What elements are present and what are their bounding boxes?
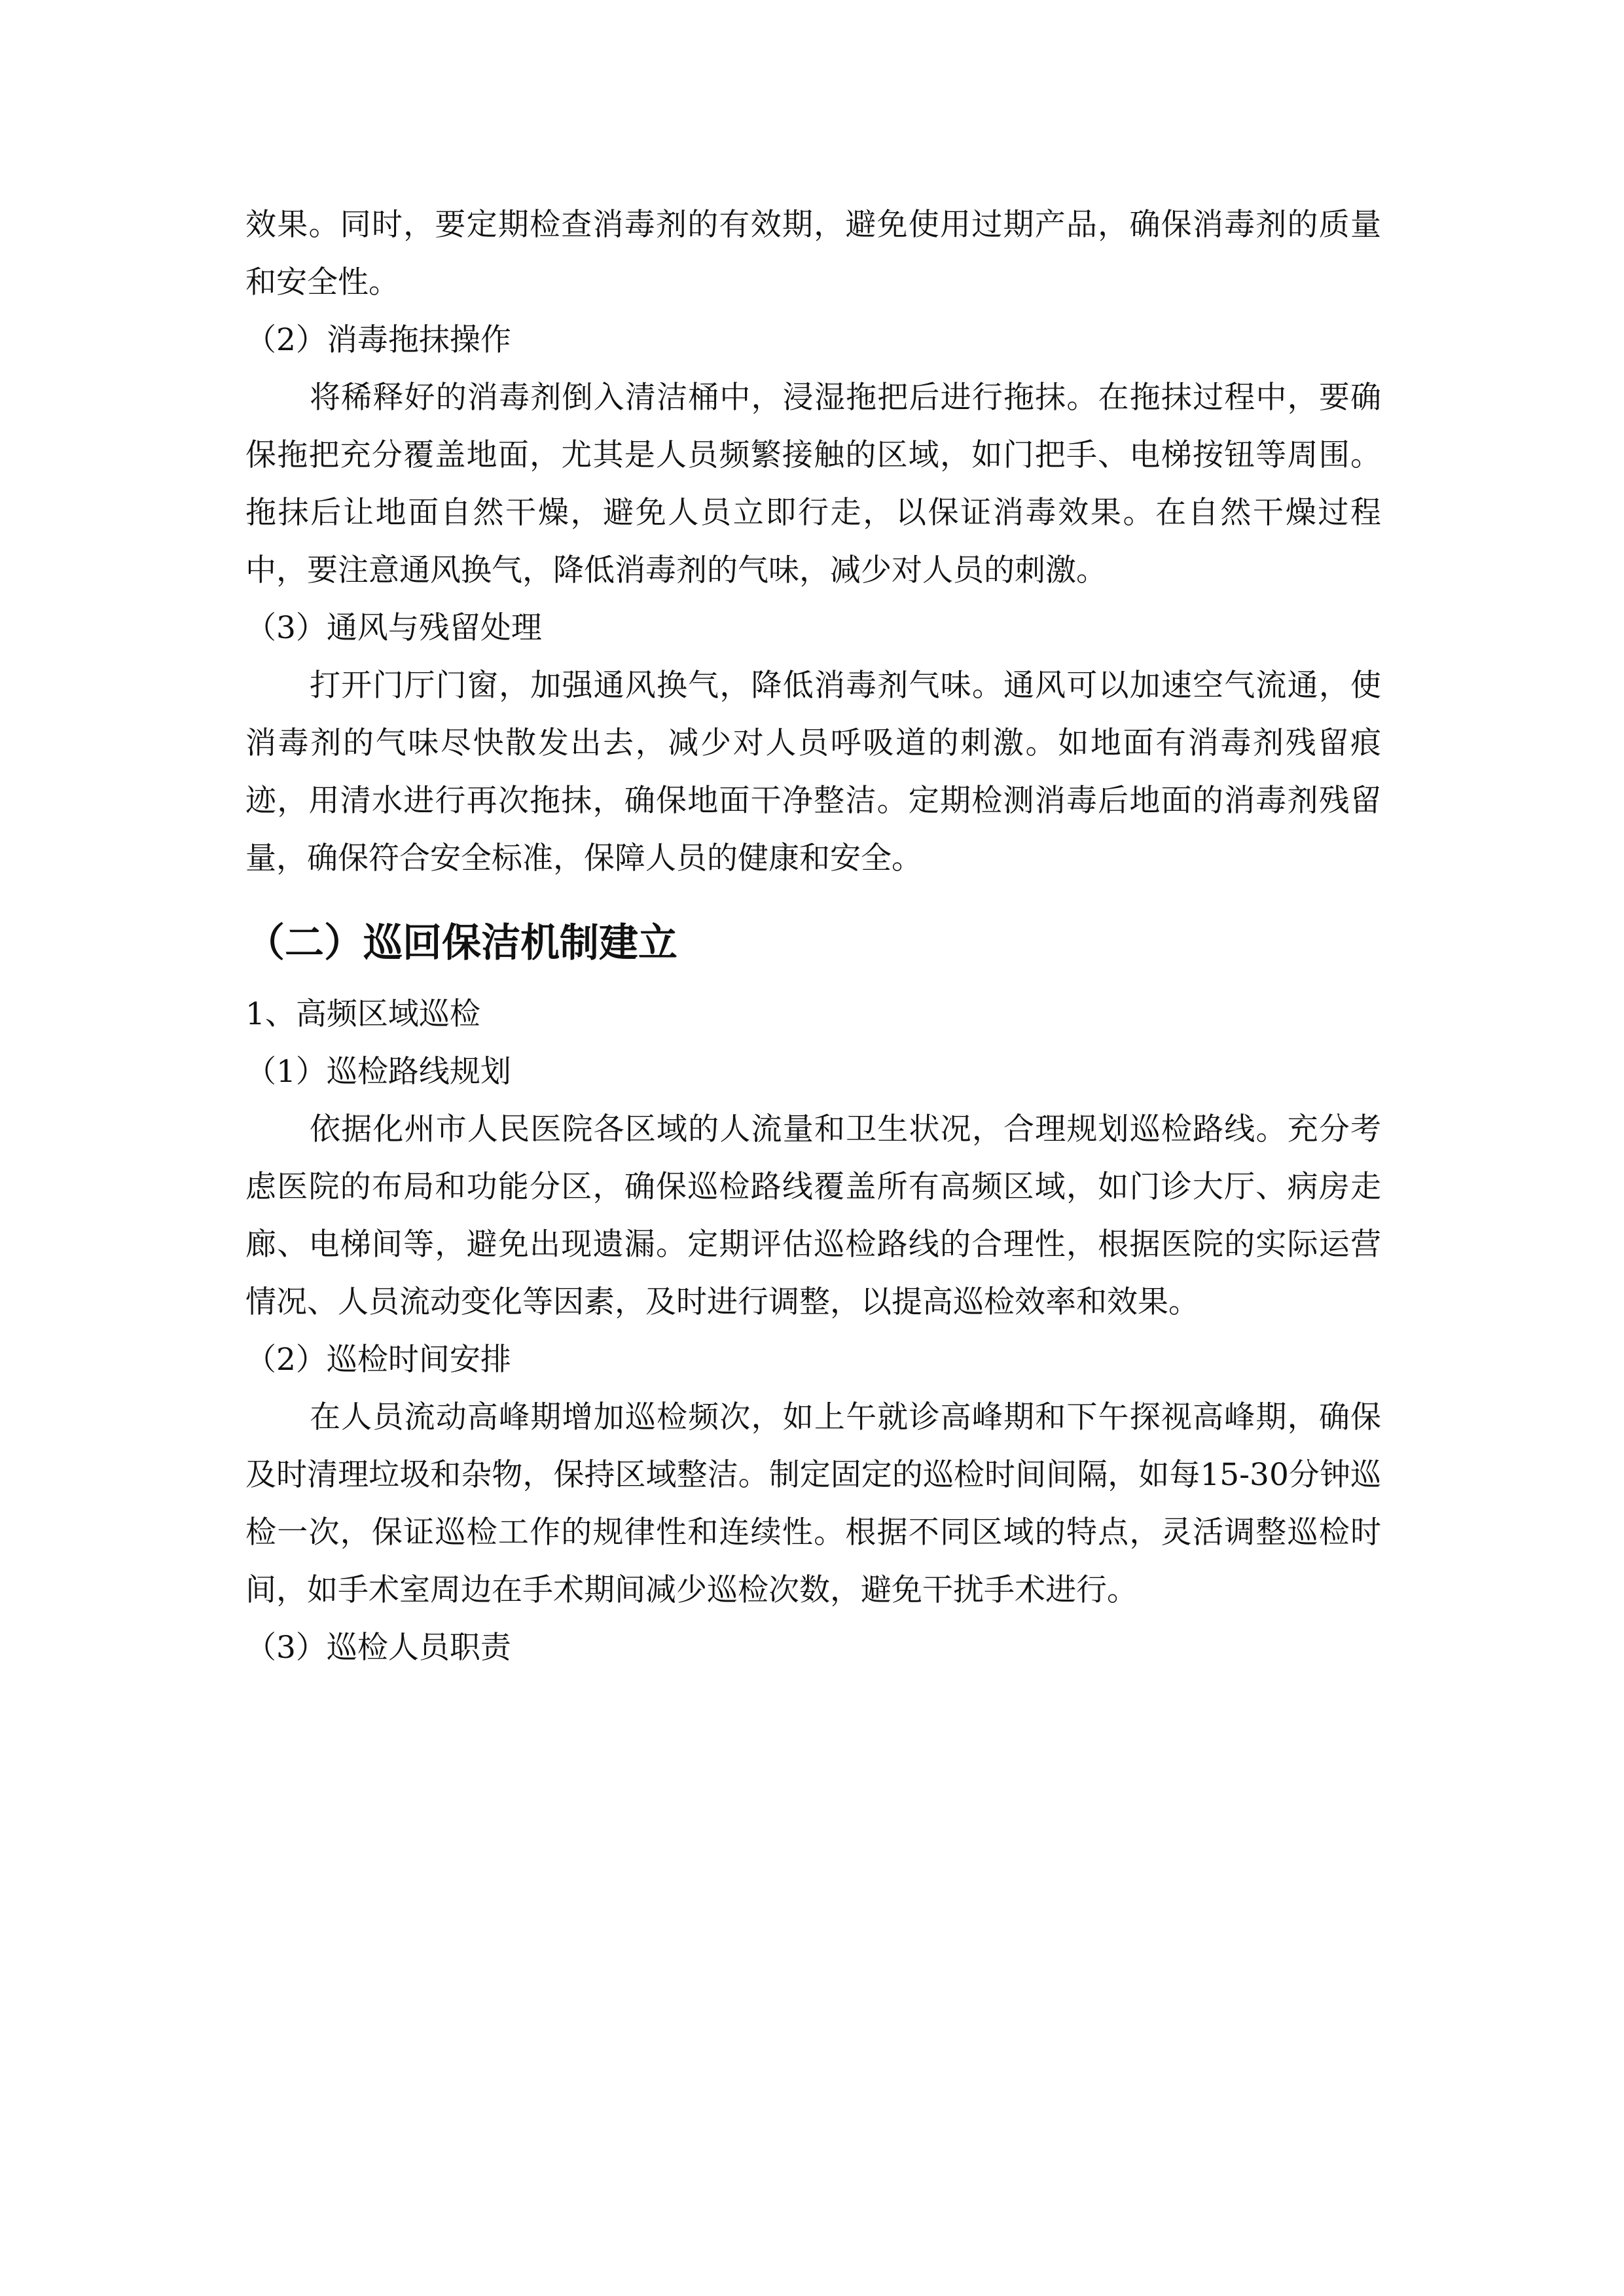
subheading-staff-duties: （3）巡检人员职责 (245, 1630, 511, 1666)
paragraph-route-planning: 依据化州市人民医院各区域的人流量和卫生状况，合理规划巡检路线。充分考虑医院的布局和功能分区，确保巡检路线覆盖所有高频区域，如门诊大厅、病房走廊、电梯间等，避免出现遗漏。定期评估巡检路线的合理性，根据医院的实际运营情况、人员流动变化等因素，及时进行调整，以提高巡检效率和效果。 (245, 1111, 1381, 1320)
paragraph-ventilation-residue: 打开门厅门窗，加强通风换气，降低消毒剂气味。通风可以加速空气流通，使消毒剂的气味尽快散发出去，减少对人员呼吸道的刺激。如地面有消毒剂残留痕迹，用清水进行再次拖抹，确保地面干净整洁。定期检测消毒后地面的消毒剂残留量，确保符合安全标准，保障人员的健康和安全。 (245, 668, 1381, 876)
section-title-patrol-cleaning: （二）巡回保洁机制建立 (245, 920, 677, 966)
subheading-mopping-operation: （2）消毒拖抹操作 (245, 322, 511, 358)
subheading-ventilation-residue: （3）通风与残留处理 (245, 610, 542, 646)
paragraph-disinfectant-validity: 效果。同时，要定期检查消毒剂的有效期，避免使用过期产品，确保消毒剂的质量和安全性。 (245, 207, 1381, 300)
numbered-heading-high-frequency-patrol: 1、高频区域巡检 (245, 996, 480, 1032)
document-page (245, 196, 1381, 1677)
subheading-route-planning: （1）巡检路线规划 (245, 1054, 511, 1090)
paragraph-time-arrangement: 在人员流动高峰期增加巡检频次，如上午就诊高峰期和下午探视高峰期，确保及时清理垃圾和杂物，保持区域整洁。制定固定的巡检时间间隔，如每15-30分钟巡检一次，保证巡检工作的规律性和连续性。根据不同区域的特点，灵活调整巡检时间，如手术室周边在手术期间减少巡检次数，避免干扰手术进行。 (245, 1399, 1381, 1608)
subheading-time-arrangement: （2）巡检时间安排 (245, 1342, 511, 1378)
paragraph-mopping-operation: 将稀释好的消毒剂倒入清洁桶中，浸湿拖把后进行拖抹。在拖抹过程中，要确保拖把充分覆盖地面，尤其是人员频繁接触的区域，如门把手、电梯按钮等周围。拖抹后让地面自然干燥，避免人员立即行走，以保证消毒效果。在自然干燥过程中，要注意通风换气，降低消毒剂的气味，减少对人员的刺激。 (245, 380, 1381, 588)
